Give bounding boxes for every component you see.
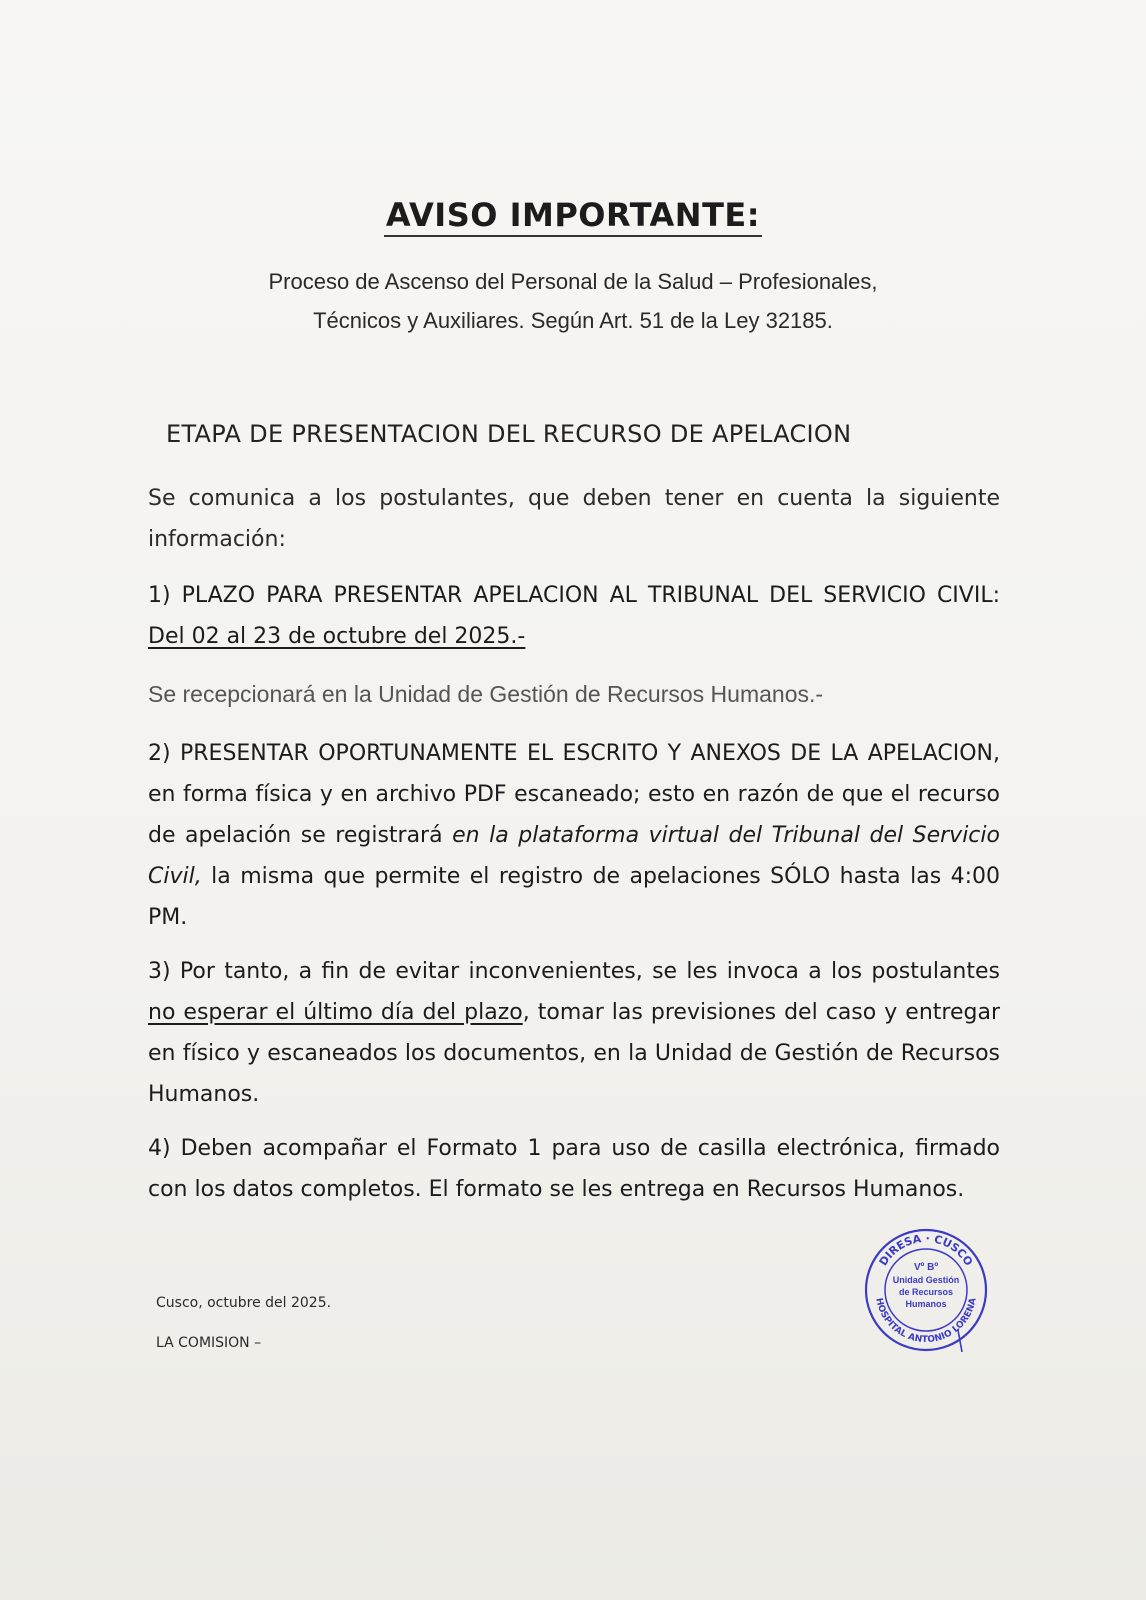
item-3-underlined: no esperar el último día del plazo: [148, 1000, 523, 1025]
item-2-part-2: la misma que permite el registro de apelaciones SÓLO hasta las 4:00 PM.: [148, 864, 1000, 930]
receive-note: Se recepcionará en la Unidad de Gestión de Recursos Humanos.-: [148, 681, 824, 707]
stamp-line-2: Unidad Gestión: [892, 1275, 960, 1285]
stamp-top-text: DIRESA · CUSCO: [876, 1231, 976, 1269]
signature-line: LA COMISION –: [156, 1335, 262, 1351]
item-3-part-2: , tomar las previsiones del caso y entregar en físico y escaneados los documentos, en la Unidad de Gestión de Recursos Humanos.: [148, 1000, 1000, 1107]
stamp-line-4: Humanos: [905, 1299, 947, 1309]
official-stamp: [862, 1226, 990, 1356]
deadline-text: Del 02 al 23 de octubre del 2025.-: [148, 624, 526, 649]
item-1-text: 1) PLAZO PARA PRESENTAR APELACION AL TRIBUNAL DEL SERVICIO CIVIL:: [148, 583, 1000, 608]
intro-paragraph: Se comunica a los postulantes, que deben tener en cuenta la siguiente información:: [148, 486, 1000, 552]
item-1-paragraph: [148, 575, 1000, 657]
stamp-line-1: Vº Bº: [914, 1262, 938, 1273]
notice-subtitle: [150, 262, 996, 340]
stamp-line-3: de Recursos: [898, 1287, 954, 1297]
item-4-paragraph: 4) Deben acompañar el Formato 1 para uso de casilla electrónica, firmado con los datos completos. El formato se les entrega en Recursos Humanos.: [148, 1136, 1000, 1202]
item-3-part-1: 3) Por tanto, a fin de evitar inconvenientes, se les invoca a los postulantes: [148, 959, 1000, 984]
stamp-ring-text: HOSPITAL ANTONIO LORENA: [873, 1297, 979, 1346]
item-2-italic: en la plataforma virtual del Tribunal del Servicio Civil,: [148, 823, 1000, 889]
item-2-paragraph: [148, 733, 1000, 938]
place-date: Cusco, octubre del 2025.: [156, 1295, 332, 1311]
subtitle-line-2: Técnicos y Auxiliares. Según Art. 51 de la Ley 32185.: [313, 308, 833, 333]
notice-title: [0, 196, 1146, 234]
item-2-part-1: 2) PRESENTAR OPORTUNAMENTE EL ESCRITO Y ANEXOS DE LA APELACION, en forma física y en archivo PDF escaneado; esto en razón de que el recurso de apelación se registrará: [148, 741, 1000, 848]
item-3-paragraph: [148, 951, 1000, 1115]
subtitle-line-1: Proceso de Ascenso del Personal de la Salud – Profesionales,: [268, 269, 878, 294]
notice-title-text: AVISO IMPORTANTE:: [384, 196, 762, 237]
stage-heading: ETAPA DE PRESENTACION DEL RECURSO DE APELACION: [166, 420, 852, 448]
